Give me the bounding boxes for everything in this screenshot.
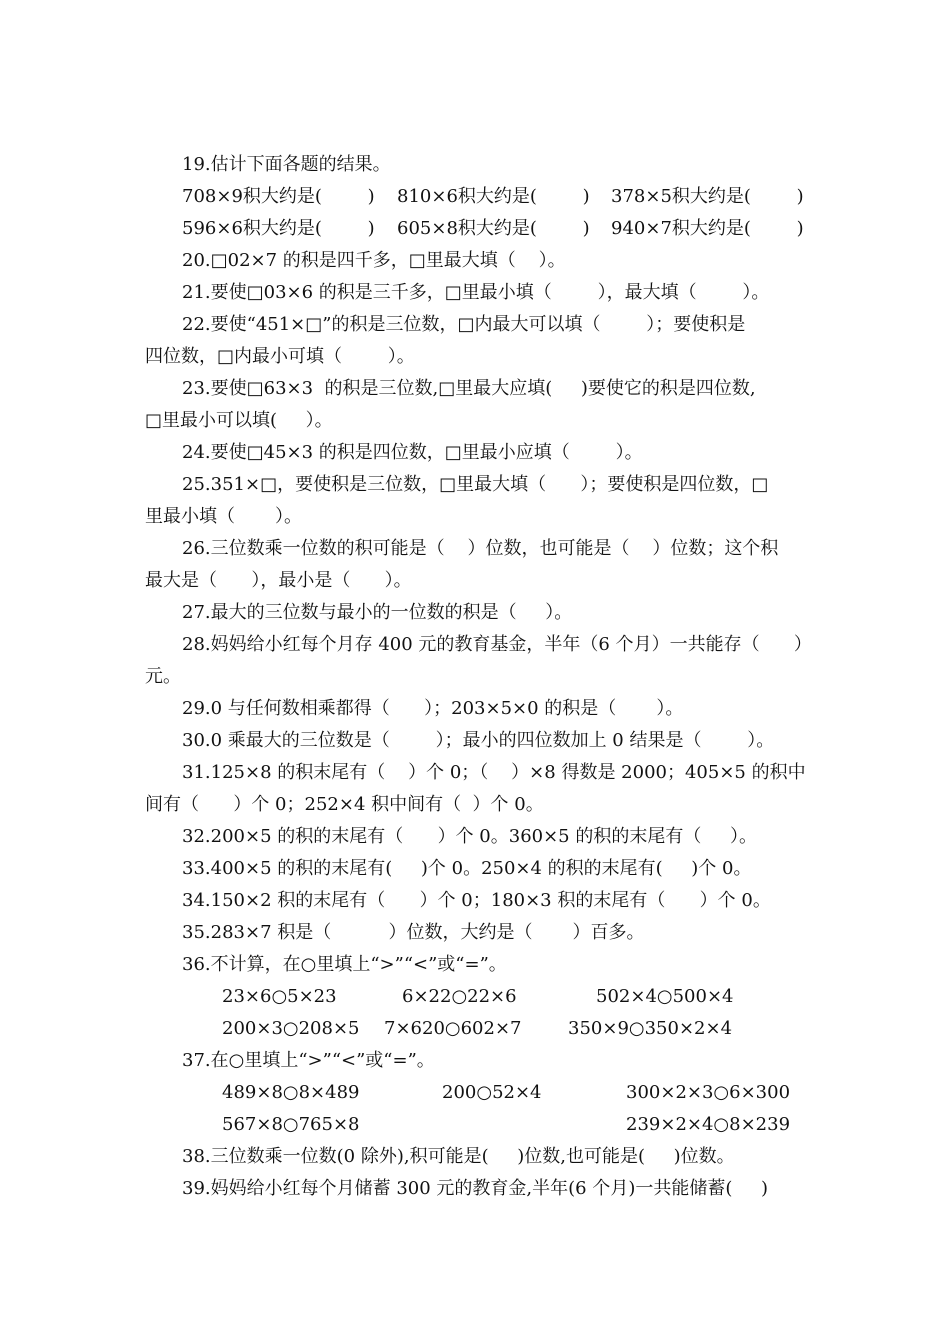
q37-r1-c2: 200○52×4: [442, 1082, 542, 1103]
q37-r1-c1: 489×8○8×489: [222, 1082, 360, 1103]
q36-r2-c1: 200×3○208×5: [222, 1018, 360, 1039]
q37-r2-c3: 239×2×4○8×239: [626, 1114, 791, 1135]
q31-line1: 31.125×8 的积末尾有（ ）个 0；（ ）×8 得数是 2000；405×5 的积中: [182, 762, 806, 783]
q25-line2: 里最小填（ ）。: [145, 506, 303, 527]
q34: 34.150×2 积的末尾有（ ）个 0；180×3 积的末尾有（ ）个 0。: [182, 890, 771, 911]
q25-line1: 25.351×□，要使积是三位数，□里最大填（ ）；要使积是四位数，□: [182, 474, 769, 495]
q19-r2-c2: 605×8积大约是( ): [397, 218, 590, 239]
q36-r2-c2: 7×620○602×7: [384, 1018, 522, 1039]
q26-line1: 26.三位数乘一位数的积可能是（ ）位数，也可能是（ ）位数；这个积: [182, 538, 779, 559]
q19-title: 19.估计下面各题的结果。: [182, 154, 391, 175]
q27: 27.最大的三位数与最小的一位数的积是（ ）。: [182, 602, 573, 623]
q35: 35.283×7 积是（ ）位数，大约是（ ）百多。: [182, 922, 645, 943]
q21: 21.要使□03×6 的积是三千多，□里最小填（ ），最大填（ ）。: [182, 282, 770, 303]
q32: 32.200×5 的积的末尾有（ ）个 0。360×5 的积的末尾有（ ）。: [182, 826, 757, 847]
q28-line2: 元。: [145, 666, 181, 687]
q24: 24.要使□45×3 的积是四位数，□里最小应填（ ）。: [182, 442, 643, 463]
q36-title: 36.不计算，在○里填上“>”“<”或“=”。: [182, 954, 507, 975]
q33: 33.400×5 的积的末尾有( )个 0。250×4 的积的末尾有( )个 0。: [182, 858, 752, 879]
q22-line1: 22.要使“451×□”的积是三位数，□内最大可以填（ ）；要使积是: [182, 314, 746, 335]
q23-line1: 23.要使□63×3 的积是三位数,□里最大应填( )要使它的积是四位数,: [182, 378, 756, 399]
q26-line2: 最大是（ ），最小是（ ）。: [145, 570, 412, 591]
q22-line2: 四位数，□内最小可填（ ）。: [145, 346, 415, 367]
q37-title: 37.在○里填上“>”“<”或“=”。: [182, 1050, 435, 1071]
q19-r2-c1: 596×6积大约是( ): [182, 218, 375, 239]
q30: 30.0 乘最大的三位数是（ ）；最小的四位数加上 0 结果是（ ）。: [182, 730, 775, 751]
q36-r1-c1: 23×6○5×23: [222, 986, 337, 1007]
q37-r2-c1: 567×8○765×8: [222, 1114, 360, 1135]
q28-line1: 28.妈妈给小红每个月存 400 元的教育基金，半年（6 个月）一共能存（ ）: [182, 634, 812, 655]
q19-r1-c1: 708×9积大约是( ): [182, 186, 375, 207]
q19-r1-c2: 810×6积大约是( ): [397, 186, 590, 207]
q31-line2: 间有（ ）个 0；252×4 积中间有（ ）个 0。: [145, 794, 544, 815]
q19-r1-c3: 378×5积大约是( ): [611, 186, 804, 207]
q39: 39.妈妈给小红每个月储蓄 300 元的教育金,半年(6 个月)一共能储蓄( ): [182, 1178, 769, 1199]
q37-r1-c3: 300×2×3○6×300: [626, 1082, 791, 1103]
q20: 20.□02×7 的积是四千多，□里最大填（ ）。: [182, 250, 566, 271]
q36-r1-c3: 502×4○500×4: [596, 986, 734, 1007]
q38: 38.三位数乘一位数(0 除外),积可能是( )位数,也可能是( )位数。: [182, 1146, 735, 1167]
q36-r1-c2: 6×22○22×6: [402, 986, 517, 1007]
q19-r2-c3: 940×7积大约是( ): [611, 218, 804, 239]
q29: 29.0 与任何数相乘都得（ ）；203×5×0 的积是（ ）。: [182, 698, 684, 719]
q23-line2: □里最小可以填( ）。: [145, 410, 333, 431]
q36-r2-c3: 350×9○350×2×4: [568, 1018, 733, 1039]
